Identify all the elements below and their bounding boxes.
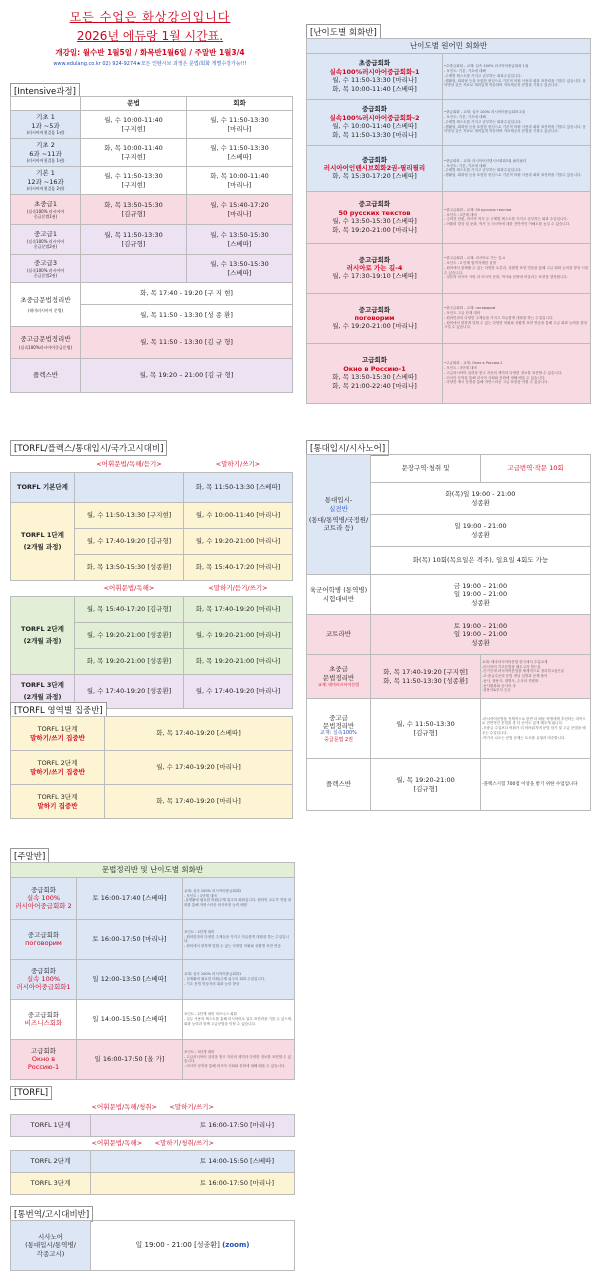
level-cell: TORFL 3단계 말하기 집중반 [11,785,105,819]
schedule-cell: 화, 목 17:40-19:20 [스베따] [105,717,293,751]
grammar-cell: 월, 목 11:50-13:30 [김규형] [81,225,187,255]
table-row [307,99,591,145]
grammar-cell: 화, 목 10:00-11:40 [구지현] [81,139,187,167]
torfl-intensive-table [10,716,292,819]
table-row [11,1150,295,1172]
course-note: 포인트 : 2단계 대비 비즈니스 회화 - 실무 사용의 텍스트를 통해 러시아어로 업무 표현력을 기를 수 있으며, 회화 능력과 함께 고급문법을 익힐 수 있습니다. [183,999,295,1039]
course-note: 교재: 테마러시아어문법 한국에서 수업교재 -러시아어 기초문법을 배우고자 하는분 -인기인재 러시아어문법을 체계적으로 정리하고싶은분 -초·중급수준의 문법 개념 설명과 문제 풀이 -동사, 형용사, 대명사, 수사의 격변화 -동사변화와 동사의 상 -형용사&부사 등등 [481,655,591,699]
weekend-table [10,862,294,1080]
table-row [11,255,293,283]
level-cell: TORFL 2단계 [11,1150,91,1172]
course-cell: 초중급회화 실속100%러시아어중급회화-1 월, 수 11:50-13:30 [마리나] 화, 목 10:00-11:40 [스베따] [307,53,443,99]
table-row [307,243,591,293]
torfl2-table [10,1100,294,1195]
grammar-cell: 월, 수 10:00-11:40 [구지현] [81,111,187,139]
conversation-cell: 월, 수 11:50-13:30 [마리나] [187,111,293,139]
course-note: •중급회화 - 교재: 실속 100% 러시아어중급회화 2권 - 포인트: 기본, 기초에 대해 -주제별 텍스트를 가지고 공부하는 회화수업입니다. -생활형, 회화형 등을 포함한 중심으로 기본적 어휘 사용과 회화 표현력을 기를수 있습니다. 음악영상 같은 자료로 재미있게 학습하며 자료제공과 문법을 기를수 있습니다. [443,99,591,145]
table-row [307,615,591,655]
course-note: 교재: 실속 100% 러시아어중급회화2 - 포인트 : 1단계 대비 -실생활에 필요한 어휘/주제 위주의 회화입니다. 원어민 교수가 직접 대화를 통해 자연스러운 의사표현 능력 배양 [183,877,295,919]
level-cell: 코트라반 [307,615,371,655]
level-cell: 중급회화 실속 100% 러시아어중급회화 2 [11,877,77,919]
table-row [11,327,293,359]
torfl2-headers-2: <어휘문법/독해> <말하기/청취/쓰기> [91,1138,214,1147]
table-row [11,167,293,195]
table-row [307,145,591,191]
course-note: •중고급회화 - 교재: поговорим - 포인트 고급 단계 대비 - 원어민과의 다양한 주제들을 가지고 자유롭게 대화를 하는 수업입니다. - 원어에서 편하게 말할 수 있는 다양한 어휘와 상황별 표현 연습을 통해 고급 회화 능력을 향상 시킬 수 있습니다. [443,293,591,343]
interp-section-title: [통대입시/시사노어] [306,440,389,456]
course-cell: 중고급회화 50 русских текстов 월, 수 13:50-15:30 [스베따] 화, 목 19:20-21:00 [마리나] [307,191,443,243]
schedule-cell: 월, 수 17:40-19:20 [마리나] [105,751,293,785]
schedule-cell: 화, 목 19:20-21:00 [마리나] [184,648,293,674]
level-cell: 고급회화 Окно в Россию-1 [11,1039,77,1079]
schedule-cell: 화, 목 17:40-19:20 [마리나] [105,785,293,819]
schedule-cell: 일 19:00 - 21:00 [성종환] (zoom) [91,1221,295,1271]
level-cell: 중고급회화 비즈니스회화 [11,999,77,1039]
schedule-cell: 토 16:00-17:50 [마리나] [91,1114,295,1136]
trans-section-title: [통번역/고시대비반] [10,1206,93,1222]
level-cell: 기본 1 12과 ~16과 (러시아어첫걸음 2권) [11,167,81,195]
level-cell: TORFL 1단계 [11,1114,91,1136]
table-row [11,1221,295,1271]
schedule-cell: 화, 목 11:50-13:30 [스베따] [184,472,293,502]
table-row [307,53,591,99]
schedule-cell: 월, 수 19:20-21:00 [마리나] [184,528,293,554]
level-cell: TORFL 기본단계 [11,472,75,502]
schedule-cell: 월, 목 11:50 - 13:30 [성 종 환] [81,305,293,327]
schedule-cell: 토 16:00-17:40 [스베따] [77,877,183,919]
schedule-cell: 토 16:00-17:50 [마리나] [91,1172,295,1194]
level-cell: TORFL 3단계 (2개월 과정) [11,674,75,708]
level-cell: 시사노어 (통대입시/통역병/ 각종고시) [11,1221,91,1271]
table-row [11,959,295,999]
table-row [307,191,591,243]
table-row [11,751,293,785]
trans-table [10,1220,294,1271]
course-cell: 중고급회화 поговорим 월, 수 19:20-21:00 [마리나] [307,293,443,343]
schedule-cell: 화, 목 17:40 - 19:20 [구 지 현] [81,283,293,305]
table-row [307,293,591,343]
table-row [11,596,293,622]
header [10,8,290,67]
level-cell: 육군어학병 (통역병)시험대비반 [307,575,371,615]
course-note: 교재: 실속 100% 러시아어중급회화1 - 실생활에 필요한 어휘/주제 위주의 회화 수업입니다. - 기초 문법 학습자의 회화 능력 향상 [183,959,295,999]
level-cell: 초중급 문법정리반 교재: 테마러시아어문법 [307,655,371,699]
table-row [11,1114,295,1136]
course-cell: 고급회화 Окно в Россию-1 화, 목 13:50-15:30 [스베따] 화, 목 21:00-22:40 [마리나] [307,343,443,403]
course-note: •중급회화 - 교재: 러시아어인텐시브회화2권 필리필리 - 포인트: 기본, 기초에 대해 -주제별 텍스트를 가지고 공부하는 회화수업입니다. -생활형, 회화형 등을 포함한 중심으로 기본적 어휘 사용과 회화 표현력을 기를수 있습니다. [443,145,591,191]
schedule-cell: 월, 목 19:20 – 21:00 [김 규 형] [81,359,293,393]
table-row [11,877,295,919]
header-title: 모든 수업은 화상강의입니다 [69,10,231,24]
schedule-cell: 월, 수 17:40-19:20 [김규형] [75,528,184,554]
header-cell: 문장구역·청취 및 [371,455,481,483]
schedule-cell [75,472,184,502]
schedule-cell: 화, 목 17:40-19:20 [마리나] [184,596,293,622]
torfl-header-1: <어휘문법/독해/듣기> [96,459,162,468]
table-row [11,1172,295,1194]
schedule-cell: 화, 목 19:20-21:00 [성종환] [75,648,184,674]
level-cell: 초중급문법정리반 (테마러시아어 문법) [11,283,81,327]
grammar-cell: 월, 수 11:50-13:30 [구지현] [81,167,187,195]
header-subtitle: 2026년 에듀랑 1월 시간표. [76,29,224,43]
schedule-cell: 일 16:00-17:50 [올 가] [77,1039,183,1079]
schedule-cell: 토 19:00 – 21:00 일 19:00 – 21:00 성종환 [371,615,591,655]
conversation-cell: 화, 목 10:00-11:40 [마리나] [187,167,293,195]
conversation-cell: 월, 수 11:50-13:30 [스베따] [187,139,293,167]
level-cell: 중고급회화 поговорим [11,919,77,959]
schedule-cell: 월, 수 19:20-21:00 [마리나] [184,622,293,648]
grammar-cell: 화, 목 13:50-15:30 [김규형] [81,195,187,225]
schedule-cell: 화, 목 13:50-15:30 [성종환] [75,554,184,580]
schedule-cell: 일 12:00-13:50 [스베따] [77,959,183,999]
level-cell: 중고급3 (실속100% 러시아어 중급문법2권) [11,255,81,283]
intensive-table [10,96,292,393]
course-note: -러시아어문법을 전체적으로 한번 더 배운 학생에게 추천하는 과목으로 전반적인 문법을 좀 더 난이도 있게 배우게 됩니다. -조중급 수업보다 어휘가 더 어려워지며 문법 암기 및 고급 문법을 배우는 수업입니다. -여기서 나오는 문법 문제는 토르플 유형과 비슷합니다. [481,699,591,759]
table-row [11,283,293,305]
schedule-cell: 토 16:00-17:50 [마리나] [77,919,183,959]
schedule-cell: 금 19:00 – 21:00 일 19:00 – 21:00 성종환 [371,575,591,615]
torfl-table [10,456,292,709]
conversation-cell: 월, 수 13:50-15:30 [스베따] [187,225,293,255]
table-row [11,111,293,139]
schedule-cell: 화(목)일 19:00 - 21:00 성종환 [371,483,591,515]
grammar-cell [81,255,187,283]
table-row [11,195,293,225]
schedule-cell: 월, 목 19:20-21:00 [김규형] [371,759,481,811]
level-cell: 중고급1 (실속100% 러시아어 중급문법2권) [11,225,81,255]
table-row [11,502,293,528]
level-table [306,38,590,404]
level-cell: 초중급1 (실속100% 러시아어 중급문법1권) [11,195,81,225]
course-note: •중고급회화 - 교재: 러시아로 가는 길-4 - 포인트 : 2 단계 합격자세한 설명 - 원어에서 출제될 수 있는 다양한 토론과, 상황별 표현 연습을 통해 고급 회화 능력을 향상 시킬 수 있습니다. - 질문과 러시아 사람 과 러시아 문화, 역사와 문화에 어울리는 표현을 향상합니다. [443,243,591,293]
level-cell: TORFL 1단계 말하기/쓰기 집중반 [11,717,105,751]
intensive-col-blank [11,97,81,111]
intensive-section-title: [Intensive과정] [10,83,80,99]
schedule-cell: 일 19:00 - 21:00 성종환 [371,515,591,547]
torfl-header-2: <말하기/쓰기> [215,459,261,468]
level-cell: 플렉스반 [11,359,81,393]
table-row [11,139,293,167]
level-section-title: [난이도별 회화반] [306,24,381,40]
conversation-cell: 월, 수 15:40-17:20 [마리나] [187,195,293,225]
header-dates: 개강일: 월수반 1월5일 / 화목반1월6일 / 주말반 1월3/4 [55,48,245,57]
torfl-header-3: <어휘문법/독해> [103,583,155,592]
schedule-cell: 월, 수 11:50-13:30 [구지현] [75,502,184,528]
table-row [11,359,293,393]
schedule-cell: 월, 수 17:40-19:20 [성종환] [75,674,184,708]
course-note: 포인트 : 2단계 대비 - 원어민과의 다양한 주제들을 가지고 자유롭게 대화를 하는 수업입니다. - 원어에서 편하게 말할 수 있는 다양한 어휘와 상황별 표현 연습 [183,919,295,959]
intensive-col-grammar: 문법 [81,97,187,111]
level-cell: TORFL 2단계 (2개월 과정) [11,596,75,674]
table-row [11,1039,295,1079]
torfl-header-4: <말하기/듣기/쓰기> [208,583,268,592]
level-cell: 중고급 문법정리반 교재: 실속100% 중급문법 2권 [307,699,371,759]
schedule-cell: 월, 수 19:20-21:00 [성종환] [75,622,184,648]
weekend-band: 문법정리반 및 난이도별 회화반 [11,863,295,878]
course-cell: 중고급회화 러시아로 가는 길-4 월, 수 17:30-19:10 [스베따] [307,243,443,293]
level-cell: 통대입시- 실전반 (통대/통역병/국정원/코트라 등) [307,455,371,575]
table-row [11,999,295,1039]
schedule-cell: 일 14:00-15:50 [스베따] [77,999,183,1039]
schedule-cell: 월, 수 17:40-19:20 [마리나] [184,674,293,708]
course-note: •중고급회화 - 교재: 50 русских текстов - 포인트 : 1단계 대비 - 주어진 단편, 러시아 역사 등 주제별 텍스트를 가지고 공부하는 회화 수업입니다. - 어휘력 향상 및 문화, 역사 등 러시아에 대한 전반적인 이해도를 높일 수 있습니다. [443,191,591,243]
level-band: 난이도별 원어민 회화반 [307,39,591,54]
header-contact: www.edulang.co.kr 02) 924-9274★모든 인텐시브 과정은 문법/회화 개별수강가능!!! [53,61,247,67]
torfl2-headers: <어휘문법/독해/청취> <말하기/쓰기> [91,1102,214,1111]
table-row [11,919,295,959]
schedule-cell: 월, 목 11:50 - 13:30 [김 규 형] [81,327,293,359]
schedule-cell: 화, 목 15:40-17:20 [마리나] [184,554,293,580]
level-cell: 기초 1 1과 ~5과 (러시아어첫걸음 1권) [11,111,81,139]
table-row [307,699,591,759]
schedule-cell: 월, 수 11:50-13:30 [김규형] [371,699,481,759]
torfl-intensive-section-title: [TORFL 영역별 집중반] [10,702,107,718]
schedule-cell: 화, 목 17:40-19:20 [구지현] 화, 목 11:50-13:30 [성종환] [371,655,481,699]
course-note: •초중급회화 - 교재: 실속 100% 러시아어중급회화 1권 - 포인트: 기본, 기초에 대해 -주제별 텍스트를 가지고 공부하는 회화수업입니다. -생활형, 회화형 등을 포함한 중심으로 기본적 어휘 사용과 회화 표현력을 기를수 있습니다. 음악영상 같은 자료로 재미있게 학습하며 자료제공과 문법을 기를수 있습니다. [443,53,591,99]
schedule-cell: 토 14:00-15:50 [스베따] [91,1150,295,1172]
table-row [11,472,293,502]
level-cell: TORFL 1단계 (2개월 과정) [11,502,75,580]
schedule-cell: 월, 목 15:40-17:20 [김규형] [75,596,184,622]
torfl2-section-title: [TORFL] [10,1086,52,1100]
schedule-cell: 월, 수 10:00-11:40 [마리나] [184,502,293,528]
zoom-label: (zoom) [222,1240,250,1249]
weekend-section-title: [주말반] [10,848,49,864]
table-row [11,717,293,751]
table-row [11,225,293,255]
table-row [307,759,591,811]
course-note: -플렉스시험 700점 이상을 받기 위한 수업입니다 [481,759,591,811]
table-row [307,455,591,483]
header-cell: 고급번역·작문 10회 [481,455,591,483]
table-row [11,785,293,819]
interp-table [306,454,590,811]
level-cell: 플렉스반 [307,759,371,811]
torfl-section-title: [TORFL/플렉스/통대입시/국가고시대비] [10,440,167,456]
table-row [307,343,591,403]
level-cell: TORFL 3단계 [11,1172,91,1194]
course-cell: 중급회화 러시아어인텐시브회화2권-필리필리 화, 목 15:30-17:20 [스베따] [307,145,443,191]
level-cell: 기초 2 6과 ~11과 (러시아어첫걸음 1권) [11,139,81,167]
intensive-col-conversation: 회화 [187,97,293,111]
course-note: •고급회화 - 교재: Окно в Россию-1 - 포인트 : 3단계 대비 - 고급러시아어 실력을 쌓고 자신의 생각과 다양한 정보를 표현할 수 있습니다. - 러시아 문학을 통해 러시아 사회와 문화에 대해 배울 수 있습니다. - 다양한 예시 문장을 통해 자연스러운 고급 표현을 익힐 수 있습니다. [443,343,591,403]
schedule-cell: 화(목) 10회(목요일은 격주), 일요일 4회도 가능 [371,547,591,575]
table-row [307,575,591,615]
course-cell: 중급회화 실속100%러시아어중급회화-2 월, 수 10:00-11:40 [스베따] 화, 목 11:50-13:30 [마리나] [307,99,443,145]
level-cell: 중급회화 실속 100% 러시아어중급회화1 [11,959,77,999]
conversation-cell: 월, 수 13:50-15:30 [스베따] [187,255,293,283]
level-cell: TORFL 2단계 말하기/쓰기 집중반 [11,751,105,785]
level-cell: 중고급문법정리반 (실속100%러시아어중급문법) [11,327,81,359]
course-note: 포인트 : 3단계 대비 - 고급러시아어 실력을 쌓고 자신의 생각과 다양한 정보를 표현할 수 있습니다. - 러시아 문학을 통해 러시아 사회와 문화에 대해 배울 수 있습니다. [183,1039,295,1079]
table-row [307,655,591,699]
